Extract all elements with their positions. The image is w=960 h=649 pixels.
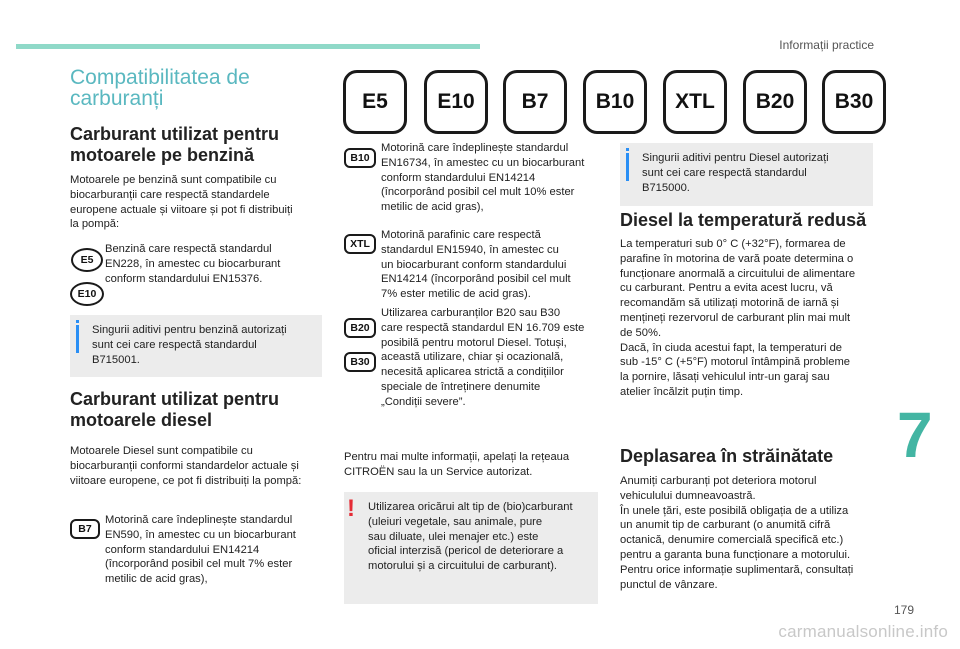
section-label: Informații practice <box>779 38 874 52</box>
petrol-heading: Carburant utilizat pentru motoarele pe benzină <box>70 124 280 165</box>
petrol-info-box <box>70 315 322 377</box>
page-title: Compatibilitatea de carburanți <box>70 66 250 110</box>
diesel-b10-description: Motorină care îndeplinește standardul EN16734, în amestec cu un biocarburant conform standardului EN14214 (încorporând posibil cel mult 10% ester metilic de acid gras), <box>381 142 585 214</box>
diesel-info-text: Singurii aditivi pentru Diesel autorizați sunt cei care respectă standardul B715000. <box>642 152 829 194</box>
watermark: carmanualsonline.info <box>778 622 948 641</box>
fuel-badge-b10: B10 <box>583 70 647 134</box>
diesel-badge-xtl: XTL <box>344 234 376 254</box>
diesel-more-info: Pentru mai multe informații, apelați la rețeaua CITROËN sau la un Service autorizat. <box>344 451 570 478</box>
petrol-info-text: Singurii aditivi pentru benzină autorizați sunt cei care respectă standardul B715001. <box>92 324 287 366</box>
fuel-badge-e10: E10 <box>424 70 488 134</box>
warning-box <box>344 492 598 604</box>
warning-text: Utilizarea oricărui alt tip de (bio)carburant (uleiuri vegetale, sau animale, pure sau diluate, ulei menajer etc.) este oficial interzisă (pericol de deteriorare a motorului și a circuitului de carburant). <box>368 501 573 573</box>
fuel-badge-e5: E5 <box>343 70 407 134</box>
petrol-badge-e5: E5 <box>71 248 103 272</box>
page-number: 179 <box>893 603 914 617</box>
diesel-badge-b30: B30 <box>344 352 376 372</box>
petrol-description: Benzină care respectă standardul EN228, în amestec cu biocarburant conform standardului EN15376. <box>105 243 281 285</box>
fuel-badge-b20: B20 <box>743 70 807 134</box>
warning-icon: ! <box>347 495 355 522</box>
diesel-b20-description: Utilizarea carburanților B20 sau B30 care respectă standardul EN 16.709 este posibilă pentru motorul Diesel. Totuși, această utilizare, chiar și ocazională, necesită aplicarea strictă a condițiilor speciale de întreținere denumite „Condiții severe”. <box>381 307 585 408</box>
diesel-intro: Motoarele Diesel sunt compatibile cu biocarburanții conformi standardelor actuale și viitoare europene, ce pot fi distribuiți la pompă: <box>70 445 302 487</box>
diesel-badge-b10: B10 <box>344 148 376 168</box>
petrol-badge-e10: E10 <box>70 282 104 306</box>
diesel-info-box <box>620 143 873 206</box>
diesel-b7-description: Motorină care îndeplinește standardul EN590, în amestec cu un biocarburant conform standardului EN14214 (încorporând posibil cel mult 7% ester metilic de acid gras), <box>105 514 296 586</box>
fuel-badge-b7: B7 <box>503 70 567 134</box>
cold-heading: Diesel la temperatură redusă <box>620 210 867 230</box>
chapter-number: 7 <box>897 399 933 471</box>
info-icon <box>626 148 629 151</box>
petrol-intro: Motoarele pe benzină sunt compatibile cu biocarburanții care respectă standardele europene actuale și viitoare și pot fi distribuiți la pompă: <box>70 174 293 231</box>
info-icon <box>76 320 79 323</box>
fuel-badge-xtl: XTL <box>663 70 727 134</box>
info-icon-bar <box>626 153 629 181</box>
abroad-text: Anumiți carburanți pot deteriora motorul vehiculului dumneavoastră. În unele țări, este posibilă obligația de a utiliza un anumit tip de carburant (o anumită cifră octanică, denumire comercială specifică etc.) pentru a garanta buna funcționare a motorului. Pentru orice informație suplimentară, consultați punctul de vânzare. <box>620 475 854 591</box>
info-icon-bar <box>76 325 79 353</box>
diesel-heading: Carburant utilizat pentru motoarele diesel <box>70 389 280 430</box>
cold-text: La temperaturi sub 0° C (+32°F), formarea de parafine în motorina de vară poate determina o funcționare anormală a circuitului de alimentare cu carburant. Pentru a evita acest lucru, vă recomandăm să utilizați motorină de iarnă și mențineți rezervorul de carburant plin mai mult de 50%. Dacă, în ciuda acestui fapt, la temperaturi de sub -15° C (+5°F) motorul întâmpină probleme la pornire, lăsați vehiculul intr-un garaj sau atelier încălzit puțin timp. <box>620 238 856 398</box>
fuel-badge-b30: B30 <box>822 70 886 134</box>
top-accent-bar <box>16 44 480 49</box>
abroad-heading: Deplasarea în străinătate <box>620 446 834 466</box>
diesel-badge-b20: B20 <box>344 318 376 338</box>
diesel-badge-b7: B7 <box>70 519 100 539</box>
diesel-xtl-description: Motorină parafinic care respectă standardul EN15940, în amestec cu un biocarburant conform standardului EN14214 (încorporând posibil cel mult 7% ester metilic de acid gras). <box>381 229 571 301</box>
